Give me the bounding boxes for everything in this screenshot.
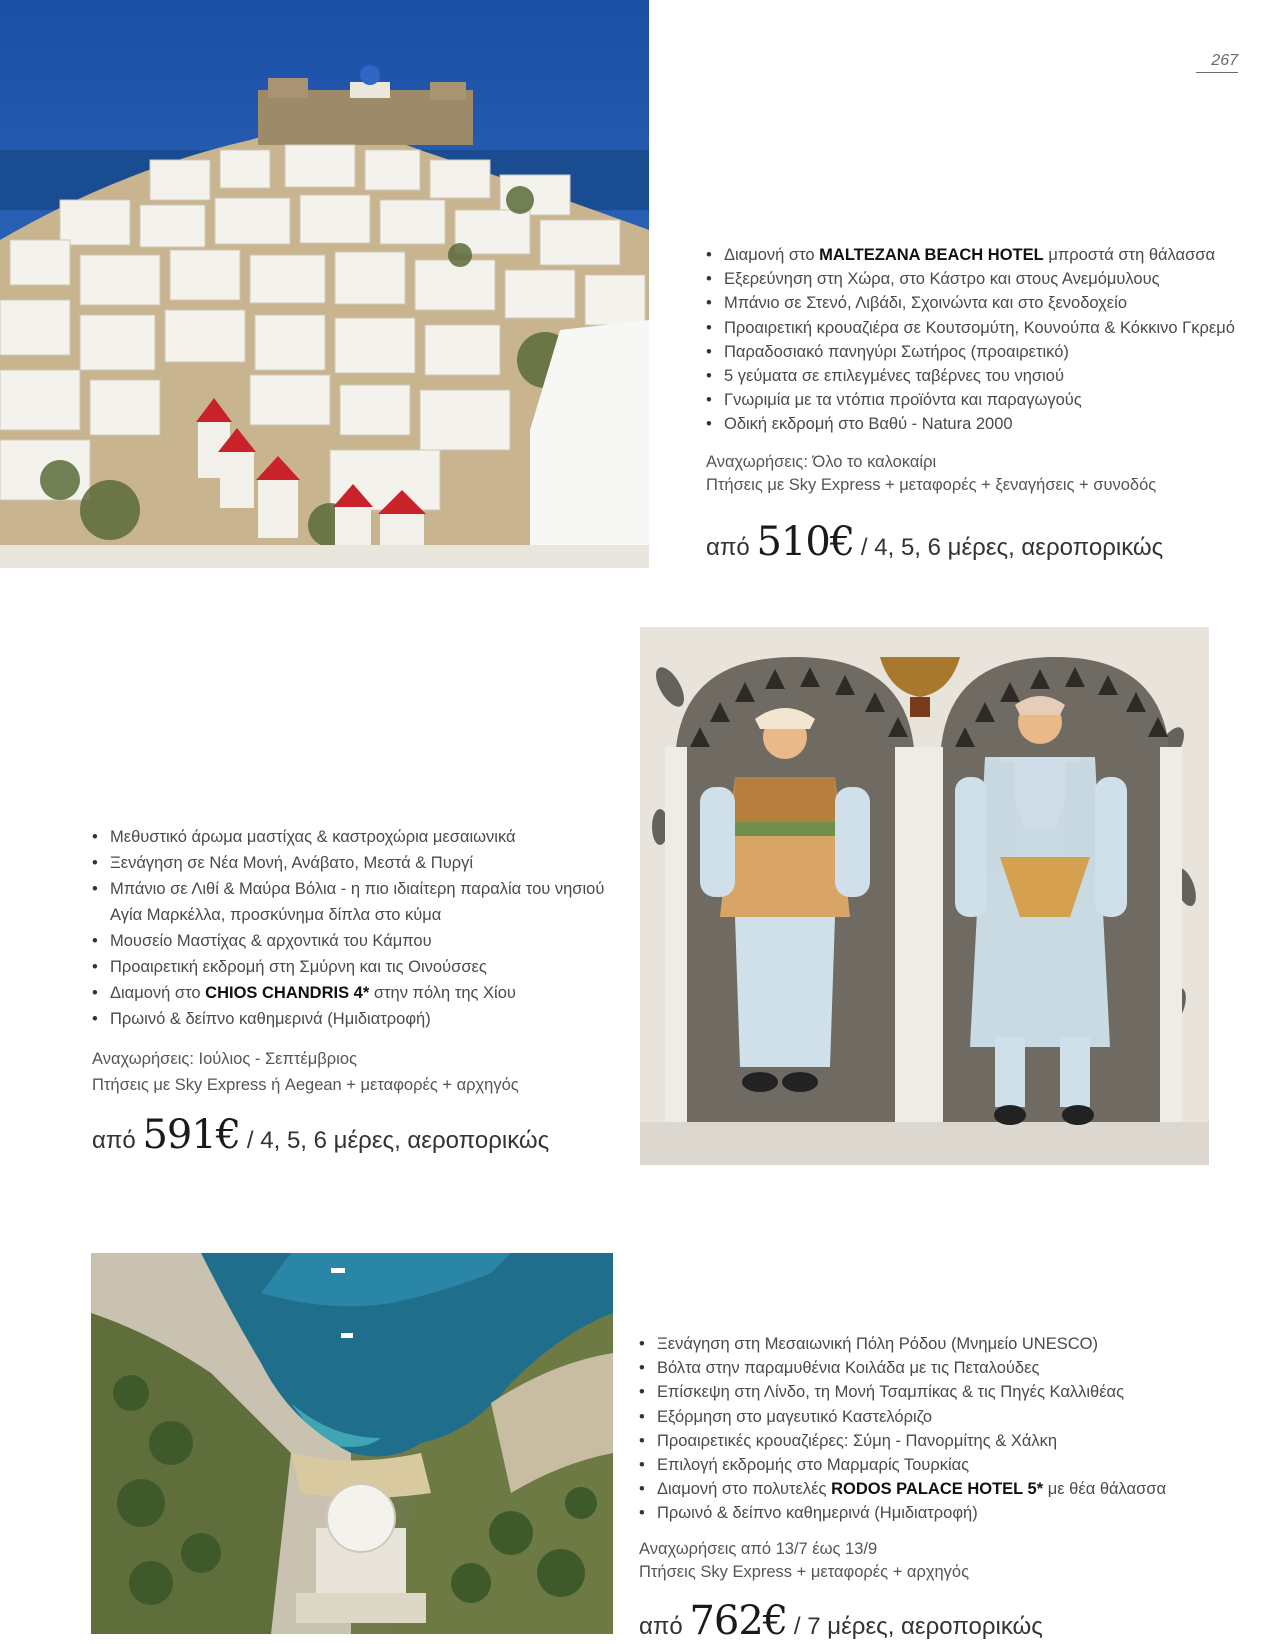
offer-1-details — [706, 243, 1266, 565]
feature-item: • Προαιρετική εκδρομή στη Σμύρνη και τις Οινούσσες — [92, 954, 632, 980]
offer-1-transport: Πτήσεις με Sky Express + μεταφορές + ξεναγήσεις + συνοδός — [706, 475, 1157, 494]
feature-item: • Πρωινό & δείπνο καθημερινά (Ημιδιατροφή) — [92, 1006, 632, 1032]
price-prefix: από — [639, 1612, 683, 1640]
feature-item-continued: Αγία Μαρκέλλα, προσκύνημα δίπλα στο κύμα — [110, 906, 442, 924]
offer-2-transport: Πτήσεις με Sky Express ή Aegean + μεταφορές + αρχηγός — [92, 1076, 519, 1094]
feature-item: • Μουσείο Μαστίχας & αρχοντικά του Κάμπου — [92, 928, 632, 954]
price-suffix: / 7 μέρες, αεροπορικώς — [787, 1612, 1043, 1640]
aerial-bay-photo — [91, 1253, 613, 1634]
price-suffix: / 4, 5, 6 μέρες, αεροπορικώς — [854, 533, 1164, 561]
village-castle-photo — [0, 0, 649, 568]
feature-item: • Επιλογή εκδρομής στο Μαρμαρίς Τουρκίας — [639, 1453, 1239, 1477]
feature-item: • Προαιρετική κρουαζιέρα σε Κουτσομύτη, Κουνούπα & Κόκκινο Γκρεμό — [706, 316, 1266, 340]
price-suffix: / 4, 5, 6 μέρες, αεροπορικώς — [240, 1127, 550, 1154]
offer-1-price — [706, 519, 1266, 565]
feature-item: • Εξερεύνηση στη Χώρα, στο Κάστρο και στους Ανεμόμυλους — [706, 267, 1266, 291]
offer-3-departures: Αναχωρήσεις από 13/7 έως 13/9 — [639, 1539, 878, 1558]
offer-2-details — [92, 824, 632, 1158]
feature-item: • Μπάνιο σε Στενό, Λιβάδι, Σχοινώντα και στο ξενοδοχείο — [706, 291, 1266, 315]
hotel-name: RODOS PALACE HOTEL 5* — [831, 1480, 1044, 1499]
price-prefix: από — [92, 1127, 136, 1154]
offer-1-feature-list — [706, 243, 1266, 437]
page-number-rule — [1196, 72, 1238, 73]
feature-item: • Παραδοσιακό πανηγύρι Σωτήρος (προαιρετικό) — [706, 340, 1266, 364]
feature-item: • Μπάνιο σε Λιθί & Μαύρα Βόλια - η πιο ιδιαίτερη παραλία του νησιού — [92, 876, 632, 902]
feature-item: • Εξόρμηση στο μαγευτικό Καστελόριζο — [639, 1405, 1239, 1429]
feature-item: • Μεθυστικό άρωμα μαστίχας & καστροχώρια μεσαιωνικά — [92, 824, 632, 850]
feature-item: • Διαμονή στο CHIOS CHANDRIS 4* στην πόλη της Χίου — [92, 980, 632, 1006]
feature-item: • Οδική εκδρομή στο Βαθύ - Natura 2000 — [706, 412, 1266, 436]
price-amount: 591€ — [142, 1112, 241, 1158]
offer-2-feature-list — [92, 824, 632, 1032]
price-amount: 762€ — [689, 1597, 788, 1644]
feature-item: • Ξενάγηση σε Νέα Μονή, Ανάβατο, Μεστά & Πυργί — [92, 850, 632, 876]
price-amount: 510€ — [756, 518, 855, 565]
hotel-name: MALTEZANA BEACH HOTEL — [819, 246, 1044, 264]
feature-item: • Βόλτα στην παραμυθένια Κοιλάδα με τις Πεταλούδες — [639, 1356, 1239, 1380]
offer-3-details — [639, 1332, 1239, 1644]
folk-mural-photo — [640, 627, 1209, 1165]
offer-3-transport: Πτήσεις Sky Express + μεταφορές + αρχηγός — [639, 1562, 970, 1581]
feature-item: • Διαμονή στο πολυτελές RODOS PALACE HOTEL 5* με θέα θάλασσα — [639, 1477, 1239, 1501]
offer-2-departures: Αναχωρήσεις: Ιούλιος - Σεπτέμβριος — [92, 1050, 357, 1068]
offer-3-price — [639, 1598, 1239, 1644]
offer-2-price — [92, 1112, 632, 1158]
feature-item: • Ξενάγηση στη Μεσαιωνική Πόλη Ρόδου (Μνημείο UNESCO) — [639, 1332, 1239, 1356]
feature-item: • Γνωριμία με τα ντόπια προϊόντα και παραγωγούς — [706, 388, 1266, 412]
feature-item: • Διαμονή στο MALTEZANA BEACH HOTEL μπροστά στη θάλασσα — [706, 243, 1266, 267]
feature-item: • Προαιρετικές κρουαζιέρες: Σύμη - Πανορμίτης & Χάλκη — [639, 1429, 1239, 1453]
feature-item: • Πρωινό & δείπνο καθημερινά (Ημιδιατροφή) — [639, 1501, 1239, 1525]
feature-item: • Επίσκεψη στη Λίνδο, τη Μονή Τσαμπίκας & τις Πηγές Καλλιθέας — [639, 1380, 1239, 1404]
page-number: 267 — [1211, 52, 1238, 69]
offer-3-feature-list — [639, 1332, 1239, 1526]
feature-item: • 5 γεύματα σε επιλεγμένες ταβέρνες του νησιού — [706, 364, 1266, 388]
price-prefix: από — [706, 533, 750, 561]
hotel-name: CHIOS CHANDRIS 4* — [205, 984, 370, 1002]
offer-1-departures: Αναχωρήσεις: Όλο το καλοκαίρι — [706, 452, 937, 471]
